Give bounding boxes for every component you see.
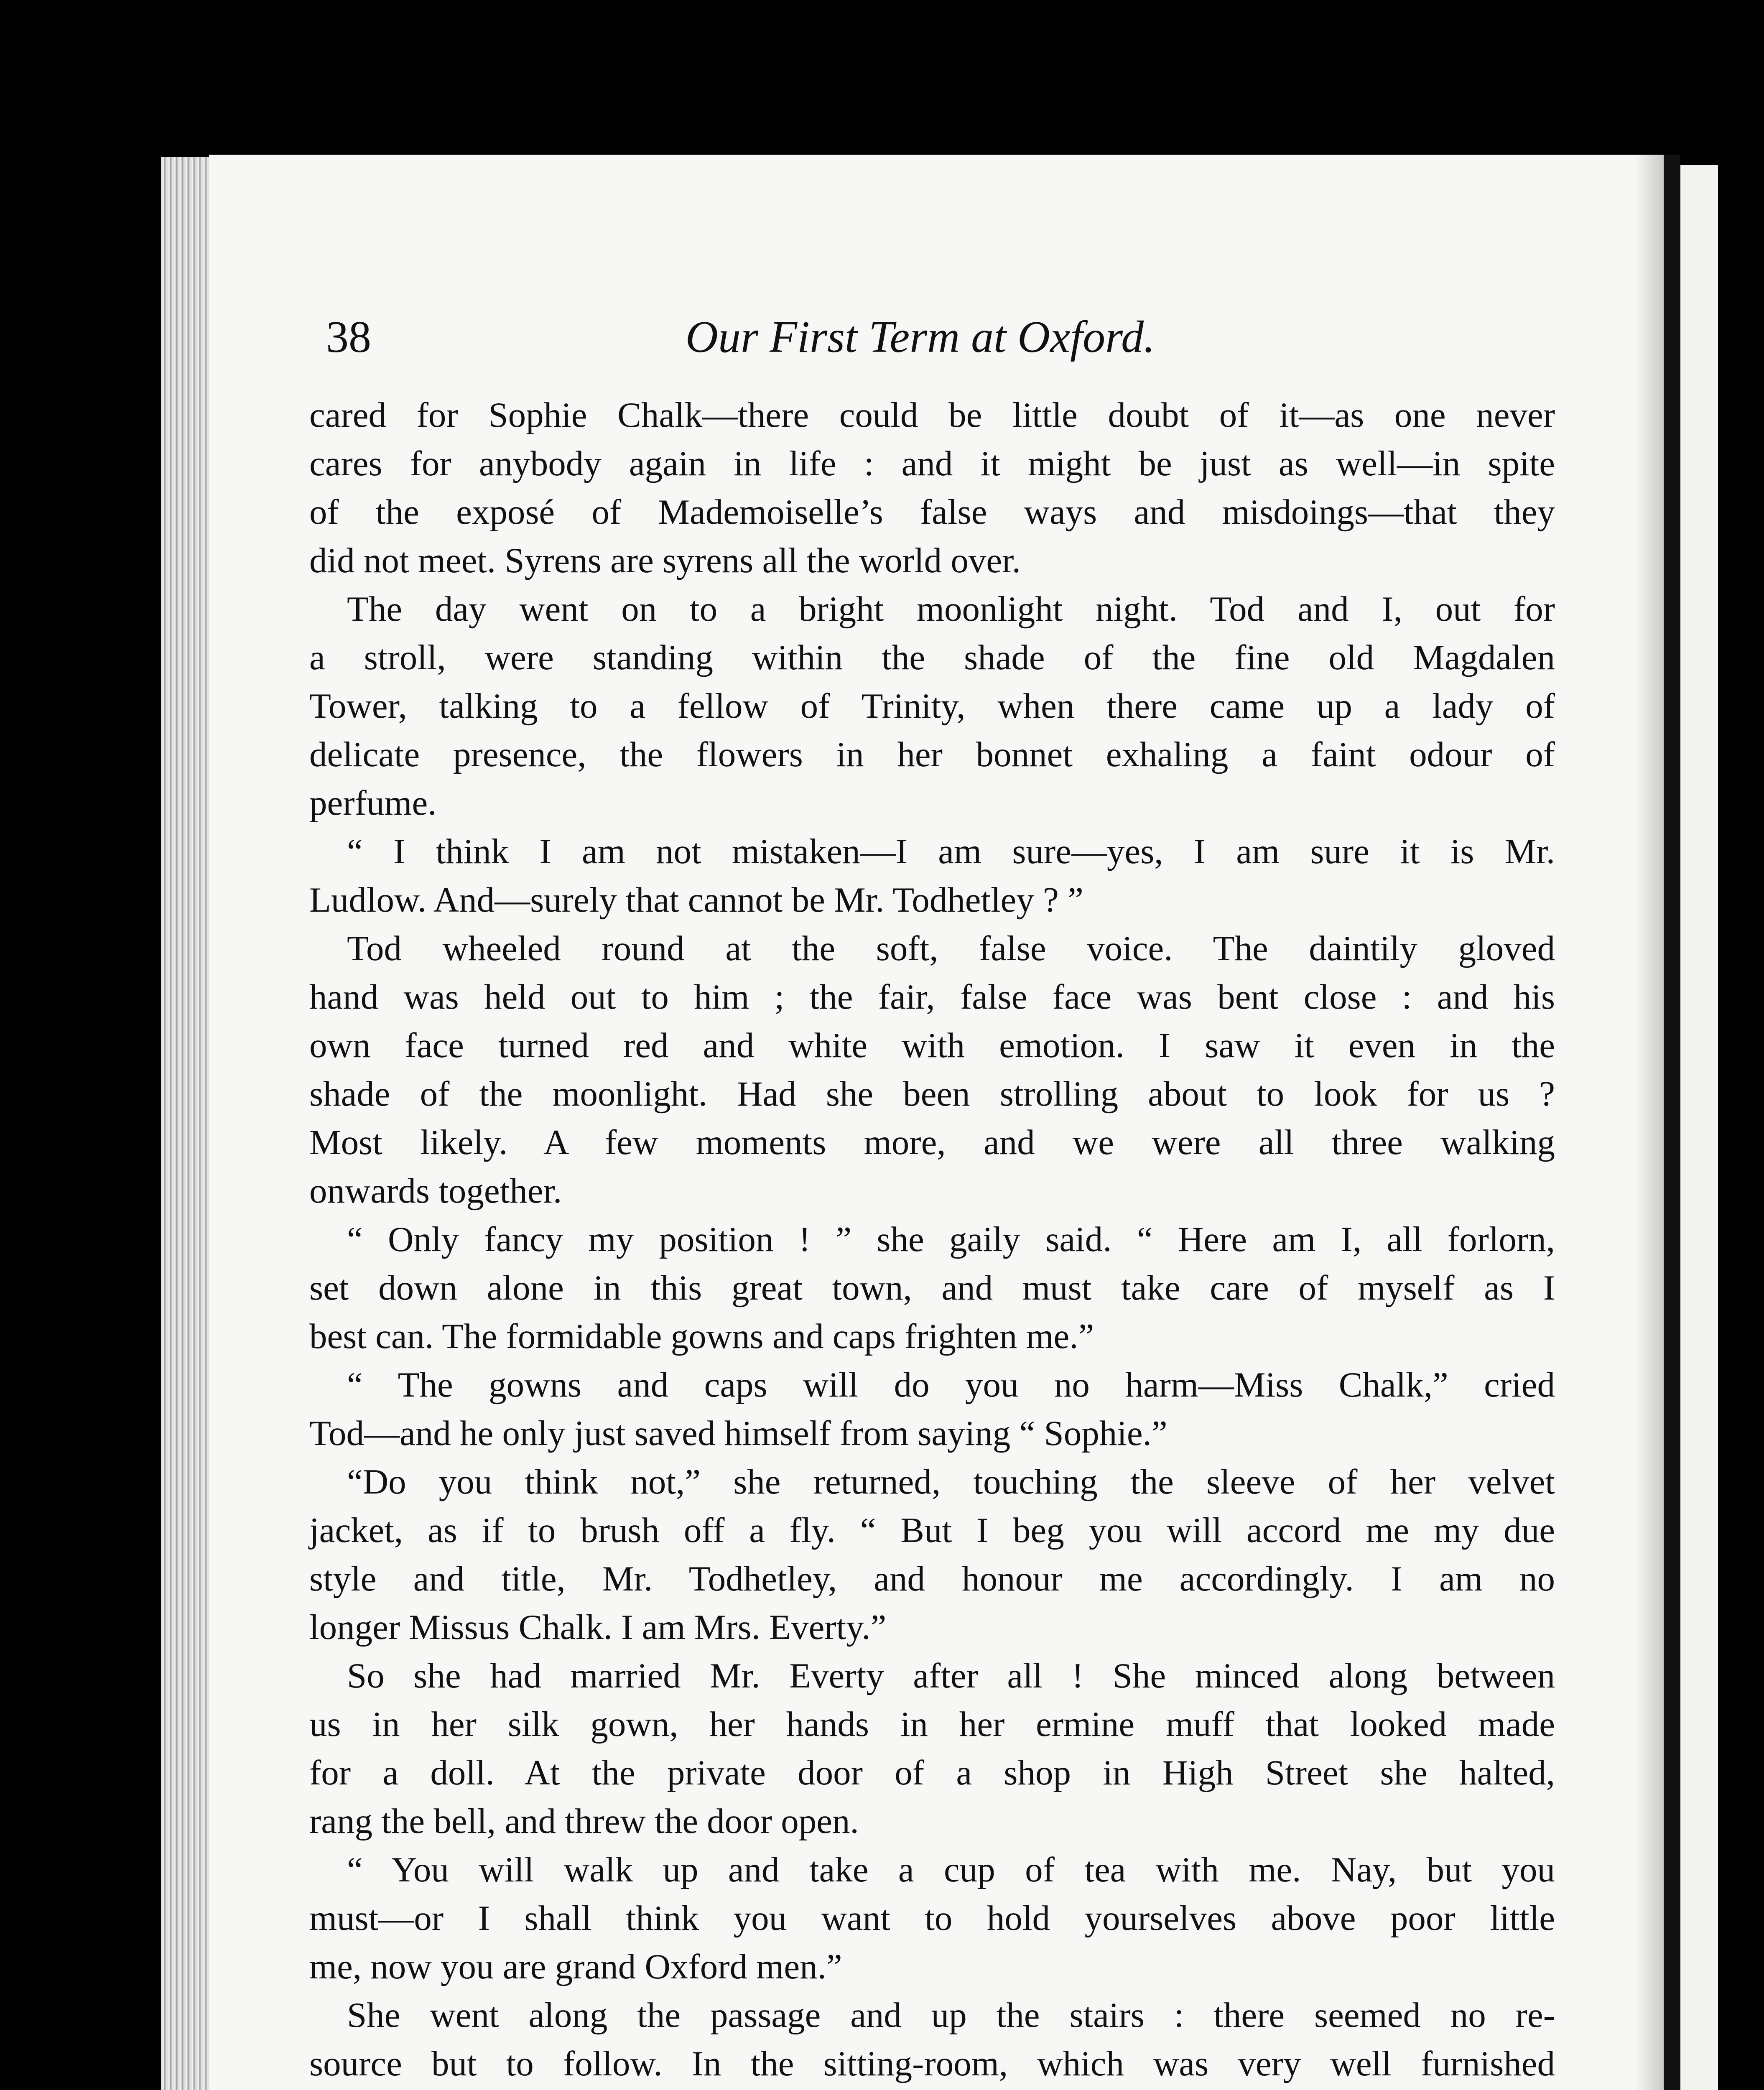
- text-line: Tod wheeled round at the soft, false voice. The daintily gloved: [347, 929, 1555, 968]
- text-line: onwards together.: [309, 1171, 562, 1211]
- text-line: a stroll, were standing within the shade of the fine old Magdalen: [309, 638, 1555, 677]
- text-line: The day went on to a bright moonlight night. Tod and I, out for: [347, 589, 1555, 629]
- text-line: shade of the moonlight. Had she been strolling about to look for us ?: [309, 1074, 1555, 1114]
- body-text: [309, 391, 1555, 2090]
- text-line: “ You will walk up and take a cup of tea with me. Nay, but you: [347, 1850, 1555, 1889]
- text-line: style and title, Mr. Todhetley, and honour me accordingly. I am no: [309, 1559, 1555, 1598]
- text-line: Tod—and he only just saved himself from saying “ Sophie.”: [309, 1414, 1168, 1453]
- page-number: 38: [326, 312, 371, 362]
- text-line: of the exposé of Mademoiselle’s false ways and misdoings—that they: [309, 492, 1555, 532]
- text-line: “ I think I am not mistaken—I am sure—yes, I am sure it is Mr.: [347, 832, 1555, 871]
- text-line: She went along the passage and up the stairs : there seemed no re-: [347, 1996, 1555, 2035]
- text-line: us in her silk gown, her hands in her ermine muff that looked made: [309, 1705, 1555, 1744]
- text-line: “ The gowns and caps will do you no harm—Miss Chalk,” cried: [347, 1365, 1555, 1404]
- text-line: Most likely. A few moments more, and we were all three walking: [309, 1123, 1555, 1162]
- text-line: set down alone in this great town, and must take care of myself as I: [309, 1268, 1555, 1308]
- book-gutter: [1664, 155, 1680, 2090]
- text-line: cares for anybody again in life : and it might be just as well—in spite: [309, 444, 1555, 483]
- text-line: source but to follow. In the sitting-room, which was very well furnished: [309, 2044, 1555, 2083]
- text-line: must—or I shall think you want to hold yourselves above poor little: [309, 1899, 1555, 1938]
- text-line: for a doll. At the private door of a shop in High Street she halted,: [309, 1753, 1555, 1792]
- text-line: “Do you think not,” she returned, touching the sleeve of her velvet: [347, 1462, 1555, 1501]
- text-line: So she had married Mr. Everty after all ! She minced along between: [347, 1656, 1555, 1695]
- text-line: hand was held out to him ; the fair, false face was bent close : and his: [309, 977, 1555, 1017]
- text-line: “ Only fancy my position ! ” she gaily said. “ Here am I, all forlorn,: [347, 1220, 1555, 1259]
- page-header: [326, 311, 1580, 374]
- text-line: perfume.: [309, 783, 437, 823]
- text-line: jacket, as if to brush off a fly. “ But I beg you will accord me my due: [309, 1511, 1555, 1550]
- text-line: Tower, talking to a fellow of Trinity, when there came up a lady of: [309, 686, 1555, 726]
- text-line: [309, 2088, 1555, 2090]
- text-line: Ludlow. And—surely that cannot be Mr. Todhetley ? ”: [309, 880, 1083, 920]
- text-line: own face turned red and white with emotion. I saw it even in the: [309, 1026, 1555, 1065]
- text-line: did not meet. Syrens are syrens all the world over.: [309, 541, 1021, 580]
- text-line: cared for Sophie Chalk—there could be little doubt of it—as one never: [309, 395, 1555, 435]
- text-line: delicate presence, the flowers in her bonnet exhaling a faint odour of: [309, 735, 1555, 774]
- text-line: best can. The formidable gowns and caps frighten me.”: [309, 1317, 1094, 1356]
- text-line: me, now you are grand Oxford men.”: [309, 1947, 842, 1986]
- running-head: Our First Term at Oxford.: [686, 312, 1155, 362]
- text-line: rang the bell, and threw the door open.: [309, 1802, 859, 1841]
- page-edges: [161, 157, 211, 2090]
- text-line: longer Missus Chalk. I am Mrs. Everty.”: [309, 1608, 887, 1647]
- facing-page-edge: [1680, 165, 1718, 2090]
